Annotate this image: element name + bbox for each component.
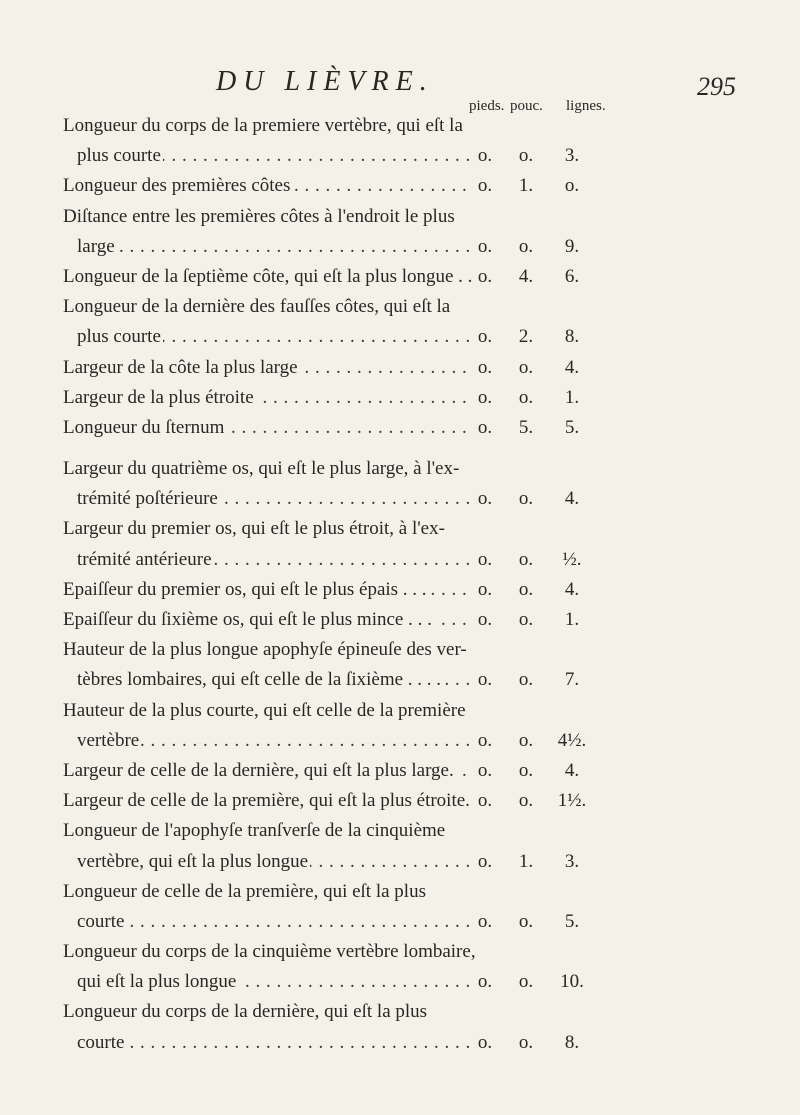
entry-line <box>63 726 743 756</box>
measurement-entry <box>63 605 743 635</box>
entry-label: Hauteur de la plus courte, qui eſt celle de la première <box>63 699 466 721</box>
value-pouces: 5. <box>518 416 534 438</box>
value-lignes: 3. <box>564 850 580 872</box>
value-pouces: o. <box>518 609 534 630</box>
entry-label: Largeur de la plus étroite <box>63 386 254 408</box>
value-pieds: o. <box>477 548 493 570</box>
value-lignes: o. <box>564 175 580 197</box>
measurement-entry <box>63 111 743 171</box>
measurement-entry <box>63 292 743 352</box>
value-lignes: 1. <box>564 386 580 408</box>
value-lignes: 8. <box>564 1031 580 1053</box>
entry-line <box>63 454 743 484</box>
measurement-entry <box>63 635 743 695</box>
value-pouces: o. <box>518 548 534 570</box>
value-pieds: o. <box>477 729 493 751</box>
entry-line <box>63 635 743 665</box>
entry-label: plus courte <box>77 326 161 348</box>
entry-label: Largeur du premier os, qui eſt le plus étroit, à l'ex- <box>63 518 445 540</box>
measurement-entry <box>63 756 743 786</box>
entry-line <box>63 665 743 695</box>
entry-label: Epaiſſeur du ſixième os, qui eſt le plus mince . . . <box>63 609 432 630</box>
entry-label: Longueur du ſternum <box>63 416 225 438</box>
entry-line <box>63 967 743 997</box>
value-lignes: 4½. <box>557 729 587 751</box>
value-pieds: o. <box>477 416 493 438</box>
value-lignes: 4. <box>564 488 580 510</box>
entry-label: Largeur de celle de la dernière, qui eſt la plus large. <box>63 759 454 781</box>
value-lignes: 8. <box>564 326 580 348</box>
column-header-lignes: lignes. <box>566 98 606 114</box>
entry-line <box>63 605 743 635</box>
entry-label: Epaiſſeur du premier os, qui eſt le plus épais . . . <box>63 578 427 600</box>
measurement-entry <box>63 413 743 443</box>
value-pieds: o. <box>477 790 493 812</box>
entry-line <box>63 937 743 967</box>
value-pouces: o. <box>518 145 534 167</box>
entry-label: Largeur de la côte la plus large <box>63 356 298 378</box>
entry-label: Longueur de celle de la première, qui eſt la plus <box>63 880 426 902</box>
entry-line <box>63 262 743 292</box>
entry-label: vertèbre, qui eſt la plus longue <box>77 850 309 872</box>
entry-label: Longueur de la dernière des fauſſes côtes, qui eſt la <box>63 296 451 318</box>
entry-line <box>63 111 743 141</box>
value-lignes: 7. <box>564 669 580 691</box>
value-pouces: o. <box>518 729 534 751</box>
entry-line <box>63 292 743 322</box>
value-pieds: o. <box>477 235 493 257</box>
value-lignes: 10. <box>560 971 584 993</box>
entry-label: Diſtance entre les premières côtes à l'endroit le plus <box>63 205 455 227</box>
entry-line <box>63 575 743 605</box>
entry-label: courte <box>77 910 125 932</box>
entry-line <box>63 383 743 413</box>
value-pieds: o. <box>477 356 493 378</box>
value-pieds: o. <box>477 850 493 872</box>
value-pouces: o. <box>518 759 534 781</box>
value-lignes: 6. <box>564 265 580 287</box>
value-lignes: 4. <box>564 578 580 600</box>
entry-label: qui eſt la plus longue <box>77 971 237 993</box>
measurement-entry <box>63 262 743 292</box>
entry-label: Longueur du corps de la premiere vertèbre, qui eſt la <box>63 115 463 136</box>
entry-line <box>63 353 743 383</box>
running-title: DU LIÈVRE. <box>216 66 434 97</box>
entry-label: trémité poſtérieure <box>77 488 218 510</box>
value-pieds: o. <box>477 971 493 993</box>
measurement-entry <box>63 937 743 997</box>
value-pieds: o. <box>477 386 493 408</box>
measurement-entry <box>63 877 743 937</box>
value-lignes: 3. <box>564 145 580 167</box>
measurement-entry <box>63 816 743 876</box>
measurement-entry <box>63 353 743 383</box>
value-lignes: 1. <box>564 609 580 630</box>
page-number: 295 <box>697 72 736 101</box>
value-pouces: o. <box>518 356 534 378</box>
value-pouces: o. <box>518 790 534 812</box>
value-pieds: o. <box>477 669 493 691</box>
measurement-entry <box>63 171 743 201</box>
value-lignes: 5. <box>564 910 580 932</box>
measurement-entry <box>63 202 743 262</box>
entry-line <box>63 232 743 262</box>
value-lignes: 5. <box>564 416 580 438</box>
value-pouces: o. <box>518 488 534 510</box>
column-header-pieds: pieds. <box>469 98 505 114</box>
entry-label: large <box>77 235 115 257</box>
measurement-table <box>63 111 743 1058</box>
value-pieds: o. <box>477 175 493 197</box>
entry-line <box>63 413 743 443</box>
value-pouces: o. <box>518 910 534 932</box>
entry-line <box>63 756 743 786</box>
entry-label: tèbres lombaires, qui eſt celle de la ſixième . . . . <box>77 669 442 691</box>
value-pieds: o. <box>477 488 493 510</box>
entry-line <box>63 202 743 232</box>
value-lignes: 1½. <box>557 790 587 812</box>
value-lignes: 4. <box>564 356 580 378</box>
value-lignes: 4. <box>564 759 580 781</box>
value-pieds: o. <box>477 578 493 600</box>
entry-line <box>63 907 743 937</box>
entry-label: Longueur du corps de la dernière, qui eſt la plus <box>63 1001 428 1023</box>
value-pouces: o. <box>518 386 534 408</box>
entry-label: courte <box>77 1031 125 1053</box>
entry-line <box>63 1028 743 1058</box>
entry-line <box>63 141 743 171</box>
entry-line <box>63 171 743 201</box>
value-pouces: o. <box>518 669 534 691</box>
value-pouces: 1. <box>518 850 534 872</box>
value-pouces: 2. <box>518 326 534 348</box>
value-lignes: ½. <box>562 548 582 570</box>
value-pieds: o. <box>477 1031 493 1053</box>
value-pouces: o. <box>518 235 534 257</box>
measurement-entry <box>63 997 743 1057</box>
entry-line <box>63 514 743 544</box>
entry-line <box>63 484 743 514</box>
measurement-entry <box>63 383 743 413</box>
entry-line <box>63 696 743 726</box>
value-pouces: o. <box>518 971 534 993</box>
value-pieds: o. <box>477 265 493 287</box>
value-pouces: o. <box>518 1031 534 1053</box>
entry-label: trémité antérieure <box>77 548 212 570</box>
measurement-entry <box>63 786 743 816</box>
value-pouces: 4. <box>518 265 534 287</box>
entry-label: Hauteur de la plus longue apophyſe épineuſe des ver- <box>63 639 467 661</box>
entry-label: plus courte <box>77 145 161 167</box>
value-pouces: o. <box>518 578 534 600</box>
entry-label: Largeur du quatrième os, qui eſt le plus large, à l'ex- <box>63 458 460 480</box>
entry-line <box>63 877 743 907</box>
value-lignes: 9. <box>564 235 580 257</box>
entry-label: Longueur de l'apophyſe tranſverſe de la cinquième <box>63 820 446 842</box>
value-pieds: o. <box>477 145 493 167</box>
entry-line <box>63 545 743 575</box>
entry-label: Longueur des premières côtes <box>63 175 291 197</box>
measurement-entry <box>63 454 743 514</box>
entry-label: Longueur du corps de la cinquième vertèbre lombaire, <box>63 941 476 963</box>
entry-label: vertèbre <box>77 729 140 751</box>
entry-line <box>63 847 743 877</box>
entry-label: Largeur de celle de la première, qui eſt la plus étroite. <box>63 790 470 812</box>
value-pouces: 1. <box>518 175 534 197</box>
measurement-entry <box>63 696 743 756</box>
entry-line <box>63 322 743 352</box>
measurement-entry <box>63 514 743 574</box>
entry-line <box>63 786 743 816</box>
column-header-pouces: pouc. <box>510 98 543 114</box>
value-pieds: o. <box>477 910 493 932</box>
measurement-entry <box>63 575 743 605</box>
value-pieds: o. <box>477 759 493 781</box>
entry-label: Longueur de la ſeptième côte, qui eſt la plus longue . . <box>63 265 473 287</box>
value-pieds: o. <box>477 609 493 630</box>
value-pieds: o. <box>477 326 493 348</box>
entry-line <box>63 997 743 1027</box>
entry-line <box>63 816 743 846</box>
